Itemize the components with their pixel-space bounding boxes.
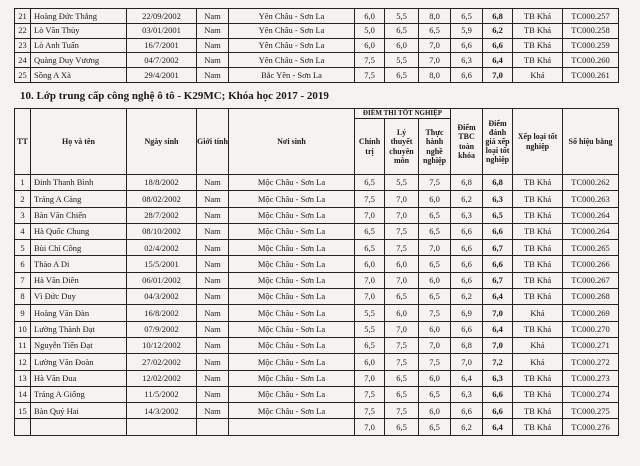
cell-name: Lường Văn Đoàn xyxy=(31,354,127,370)
cell-s3: 7,5 xyxy=(419,175,451,191)
cell-stt: 4 xyxy=(15,223,31,239)
header-gender: Giới tính xyxy=(197,109,229,175)
cell-rank: TB Khá xyxy=(513,175,563,191)
cell-stt: 15 xyxy=(15,403,31,419)
cell-cert: TC000.270 xyxy=(563,321,619,337)
cell-tbc: 6,6 xyxy=(451,240,483,256)
cell-s3: 6,5 xyxy=(419,207,451,223)
cell-rank: TB Khá xyxy=(513,9,563,24)
cell-dob: 16/7/2001 xyxy=(127,38,197,53)
cell-s2: 7,5 xyxy=(385,403,419,419)
cell-gender: Nam xyxy=(197,223,229,239)
header-dob: Ngày sinh xyxy=(127,109,197,175)
cell-name: Lò Văn Thủy xyxy=(31,23,127,38)
cell-stt: 25 xyxy=(15,68,31,83)
cell-s2: 7,5 xyxy=(385,240,419,256)
cell-name: Nguyễn Tiến Đạt xyxy=(31,337,127,353)
graduation-results-table xyxy=(14,108,619,436)
cell-gender: Nam xyxy=(197,272,229,288)
cell-s3: 6,0 xyxy=(419,321,451,337)
cell-s2: 5,5 xyxy=(385,175,419,191)
cell-cert: TC000.276 xyxy=(563,419,619,435)
cell-dob: 14/3/2002 xyxy=(127,403,197,419)
cell-dob: 27/02/2002 xyxy=(127,354,197,370)
header-rank: Xếp loại tốt nghiệp xyxy=(513,109,563,175)
cell-cert: TC000.269 xyxy=(563,305,619,321)
cell-gender: Nam xyxy=(197,68,229,83)
header-practice: Thực hành nghề nghiệp xyxy=(419,119,451,175)
header-theory: Lý thuyết chuyên môn xyxy=(385,119,419,175)
cell-s2: 7,0 xyxy=(385,321,419,337)
cell-gender: Nam xyxy=(197,191,229,207)
table-row xyxy=(15,256,619,272)
cell-s1: 7,5 xyxy=(355,386,385,402)
cell-gpa: 6,4 xyxy=(483,53,513,68)
cell-stt: 8 xyxy=(15,289,31,305)
cell-s2: 7,5 xyxy=(385,223,419,239)
header-cert: Số hiệu bằng xyxy=(563,109,619,175)
cell-birthplace: Mộc Châu - Sơn La xyxy=(229,223,355,239)
cell-s2: 7,5 xyxy=(385,337,419,353)
cell-dob xyxy=(127,419,197,435)
cell-s1: 6,5 xyxy=(355,223,385,239)
cell-birthplace: Mộc Châu - Sơn La xyxy=(229,256,355,272)
cell-tbc: 6,6 xyxy=(451,256,483,272)
cell-gender: Nam xyxy=(197,289,229,305)
cell-name: Sồng A Xà xyxy=(31,68,127,83)
cell-s3: 8,0 xyxy=(419,68,451,83)
table-row xyxy=(15,68,619,83)
cell-gpa: 6,2 xyxy=(483,23,513,38)
table-row xyxy=(15,240,619,256)
cell-s1: 7,0 xyxy=(355,419,385,435)
cell-birthplace: Mộc Châu - Sơn La xyxy=(229,386,355,402)
cell-tbc: 6,8 xyxy=(451,337,483,353)
cell-rank: TB Khá xyxy=(513,191,563,207)
cell-gpa: 6,4 xyxy=(483,419,513,435)
cell-s2: 7,0 xyxy=(385,207,419,223)
cell-name: Bàn Quý Hai xyxy=(31,403,127,419)
cell-rank: TB Khá xyxy=(513,321,563,337)
cell-dob: 10/12/2002 xyxy=(127,337,197,353)
cell-s2: 5,5 xyxy=(385,9,419,24)
cell-s3: 7,0 xyxy=(419,337,451,353)
cell-name: Lường Thành Đạt xyxy=(31,321,127,337)
cell-birthplace: Yên Châu - Sơn La xyxy=(229,23,355,38)
cell-s3: 6,5 xyxy=(419,23,451,38)
cell-name xyxy=(31,419,127,435)
cell-gpa: 7,0 xyxy=(483,305,513,321)
cell-birthplace: Mộc Châu - Sơn La xyxy=(229,370,355,386)
cell-cert: TC000.260 xyxy=(563,53,619,68)
cell-name: Thào A Di xyxy=(31,256,127,272)
cell-cert: TC000.259 xyxy=(563,38,619,53)
cell-name: Hoàng Văn Đàn xyxy=(31,305,127,321)
cell-dob: 03/01/2001 xyxy=(127,23,197,38)
cell-stt: 7 xyxy=(15,272,31,288)
cell-stt: 21 xyxy=(15,9,31,24)
cell-s2: 6,5 xyxy=(385,23,419,38)
cell-tbc: 6,6 xyxy=(451,272,483,288)
cell-s1: 6,0 xyxy=(355,9,385,24)
cell-cert: TC000.258 xyxy=(563,23,619,38)
cell-s2: 6,5 xyxy=(385,386,419,402)
cell-birthplace: Yên Châu - Sơn La xyxy=(229,38,355,53)
cell-gpa: 7,2 xyxy=(483,354,513,370)
cell-gpa: 7,0 xyxy=(483,68,513,83)
cell-stt: 22 xyxy=(15,23,31,38)
cell-s3: 6,0 xyxy=(419,272,451,288)
table-row xyxy=(15,272,619,288)
cell-rank: TB Khá xyxy=(513,403,563,419)
cell-gpa: 6,5 xyxy=(483,207,513,223)
cell-gender: Nam xyxy=(197,403,229,419)
cell-s1: 7,5 xyxy=(355,68,385,83)
cell-name: Hà Quốc Chung xyxy=(31,223,127,239)
cell-birthplace: Mộc Châu - Sơn La xyxy=(229,207,355,223)
cell-rank: TB Khá xyxy=(513,272,563,288)
cell-s1: 7,5 xyxy=(355,403,385,419)
cell-birthplace: Mộc Châu - Sơn La xyxy=(229,240,355,256)
table-row xyxy=(15,9,619,24)
cell-name: Tráng A Càng xyxy=(31,191,127,207)
cell-rank: Khá xyxy=(513,305,563,321)
cell-tbc: 6,8 xyxy=(451,175,483,191)
cell-gpa: 6,6 xyxy=(483,223,513,239)
cell-rank: TB Khá xyxy=(513,370,563,386)
cell-tbc: 6,6 xyxy=(451,321,483,337)
cell-s1: 5,5 xyxy=(355,305,385,321)
cell-s3: 6,5 xyxy=(419,256,451,272)
cell-birthplace: Mộc Châu - Sơn La xyxy=(229,321,355,337)
cell-cert: TC000.257 xyxy=(563,9,619,24)
previous-class-table xyxy=(14,8,619,83)
cell-name: Hà Văn Diên xyxy=(31,272,127,288)
cell-s1: 6,0 xyxy=(355,256,385,272)
cell-cert: TC000.261 xyxy=(563,68,619,83)
cell-gender: Nam xyxy=(197,354,229,370)
cell-s3: 6,5 xyxy=(419,419,451,435)
cell-cert: TC000.262 xyxy=(563,175,619,191)
cell-s3: 6,0 xyxy=(419,370,451,386)
cell-s3: 6,0 xyxy=(419,191,451,207)
table-row xyxy=(15,386,619,402)
cell-s3: 6,0 xyxy=(419,403,451,419)
cell-cert: TC000.267 xyxy=(563,272,619,288)
cell-birthplace: Mộc Châu - Sơn La xyxy=(229,337,355,353)
cell-gpa: 6,6 xyxy=(483,38,513,53)
table-row xyxy=(15,175,619,191)
cell-rank: TB Khá xyxy=(513,386,563,402)
cell-name: Quàng Duy Vương xyxy=(31,53,127,68)
cell-s1: 7,0 xyxy=(355,289,385,305)
cell-s2: 7,0 xyxy=(385,191,419,207)
cell-tbc: 6,6 xyxy=(451,38,483,53)
cell-gender: Nam xyxy=(197,256,229,272)
cell-dob: 04/3/2002 xyxy=(127,289,197,305)
cell-stt: 1 xyxy=(15,175,31,191)
cell-stt: 6 xyxy=(15,256,31,272)
cell-cert: TC000.274 xyxy=(563,386,619,402)
cell-birthplace: Yên Châu - Sơn La xyxy=(229,9,355,24)
cell-s2: 6,5 xyxy=(385,289,419,305)
cell-s3: 8,0 xyxy=(419,9,451,24)
cell-gpa: 6,7 xyxy=(483,240,513,256)
table-row xyxy=(15,53,619,68)
cell-cert: TC000.273 xyxy=(563,370,619,386)
cell-tbc: 6,2 xyxy=(451,191,483,207)
cell-gender: Nam xyxy=(197,370,229,386)
cell-gender: Nam xyxy=(197,38,229,53)
cell-gender: Nam xyxy=(197,386,229,402)
cell-s3: 6,5 xyxy=(419,386,451,402)
cell-rank: Khá xyxy=(513,337,563,353)
cell-dob: 15/5/2001 xyxy=(127,256,197,272)
cell-tbc: 6,6 xyxy=(451,223,483,239)
cell-birthplace: Mộc Châu - Sơn La xyxy=(229,175,355,191)
cell-name: Bàn Văn Chiến xyxy=(31,207,127,223)
cell-rank: TB Khá xyxy=(513,38,563,53)
cell-rank: TB Khá xyxy=(513,207,563,223)
header-name: Họ và tên xyxy=(31,109,127,175)
cell-s3: 7,0 xyxy=(419,240,451,256)
cell-stt: 23 xyxy=(15,38,31,53)
cell-gpa: 6,8 xyxy=(483,175,513,191)
table-row xyxy=(15,419,619,435)
cell-tbc: 6,3 xyxy=(451,53,483,68)
header-birthplace: Nơi sinh xyxy=(229,109,355,175)
section-title: 10. Lớp trung cấp công nghệ ô tô - K29MC; Khóa học 2017 - 2019 xyxy=(20,90,329,102)
cell-s1: 7,5 xyxy=(355,191,385,207)
cell-s2: 7,5 xyxy=(385,354,419,370)
cell-tbc: 5,9 xyxy=(451,23,483,38)
cell-birthplace: Mộc Châu - Sơn La xyxy=(229,305,355,321)
cell-stt: 10 xyxy=(15,321,31,337)
cell-gpa: 6,3 xyxy=(483,370,513,386)
table-row xyxy=(15,403,619,419)
cell-cert: TC000.265 xyxy=(563,240,619,256)
cell-tbc: 6,2 xyxy=(451,289,483,305)
cell-stt: 13 xyxy=(15,370,31,386)
cell-stt: 2 xyxy=(15,191,31,207)
cell-rank: TB Khá xyxy=(513,23,563,38)
cell-tbc: 6,6 xyxy=(451,68,483,83)
cell-cert: TC000.264 xyxy=(563,223,619,239)
cell-cert: TC000.263 xyxy=(563,191,619,207)
cell-name: Tráng A Giống xyxy=(31,386,127,402)
cell-gender: Nam xyxy=(197,305,229,321)
cell-rank: TB Khá xyxy=(513,256,563,272)
cell-name: Hà Văn Đua xyxy=(31,370,127,386)
cell-dob: 12/02/2002 xyxy=(127,370,197,386)
cell-tbc: 6,2 xyxy=(451,419,483,435)
cell-gpa: 6,6 xyxy=(483,256,513,272)
table-row xyxy=(15,305,619,321)
cell-s2: 6,5 xyxy=(385,419,419,435)
cell-gpa: 6,3 xyxy=(483,191,513,207)
cell-s1: 5,5 xyxy=(355,321,385,337)
cell-s1: 6,0 xyxy=(355,354,385,370)
cell-tbc: 7,0 xyxy=(451,354,483,370)
cell-cert: TC000.268 xyxy=(563,289,619,305)
cell-dob: 18/8/2002 xyxy=(127,175,197,191)
table-row xyxy=(15,223,619,239)
table-row xyxy=(15,354,619,370)
cell-dob: 08/10/2002 xyxy=(127,223,197,239)
cell-birthplace: Mộc Châu - Sơn La xyxy=(229,289,355,305)
cell-dob: 16/8/2002 xyxy=(127,305,197,321)
cell-tbc: 6,3 xyxy=(451,207,483,223)
cell-gpa: 6,6 xyxy=(483,386,513,402)
cell-s2: 6,0 xyxy=(385,256,419,272)
table-row xyxy=(15,191,619,207)
cell-gpa: 6,6 xyxy=(483,403,513,419)
cell-stt: 12 xyxy=(15,354,31,370)
header-tbc: Điểm TBC toàn khóa xyxy=(451,109,483,175)
cell-birthplace: Bắc Yên - Sơn La xyxy=(229,68,355,83)
cell-birthplace: Mộc Châu - Sơn La xyxy=(229,354,355,370)
cell-s1: 6,5 xyxy=(355,175,385,191)
cell-s3: 7,5 xyxy=(419,354,451,370)
cell-cert: TC000.266 xyxy=(563,256,619,272)
header-exam-group: ĐIỂM THI TỐT NGHIỆP xyxy=(355,109,451,119)
cell-dob: 22/09/2002 xyxy=(127,9,197,24)
cell-s2: 6,0 xyxy=(385,305,419,321)
cell-rank: TB Khá xyxy=(513,223,563,239)
cell-stt: 3 xyxy=(15,207,31,223)
cell-dob: 11/5/2002 xyxy=(127,386,197,402)
cell-s3: 7,5 xyxy=(419,305,451,321)
cell-s3: 6,5 xyxy=(419,223,451,239)
cell-name: Bùi Chí Công xyxy=(31,240,127,256)
cell-s3: 7,0 xyxy=(419,38,451,53)
cell-gpa: 6,4 xyxy=(483,321,513,337)
cell-dob: 02/4/2002 xyxy=(127,240,197,256)
cell-s2: 5,5 xyxy=(385,53,419,68)
cell-s2: 6,5 xyxy=(385,68,419,83)
cell-cert: TC000.275 xyxy=(563,403,619,419)
cell-gender: Nam xyxy=(197,337,229,353)
cell-gender: Nam xyxy=(197,321,229,337)
cell-s1: 7,0 xyxy=(355,272,385,288)
cell-rank: TB Khá xyxy=(513,289,563,305)
header-stt: TT xyxy=(15,109,31,175)
cell-s2: 6,5 xyxy=(385,370,419,386)
cell-tbc: 6,6 xyxy=(451,403,483,419)
cell-s1: 5,0 xyxy=(355,23,385,38)
cell-stt: 5 xyxy=(15,240,31,256)
cell-gender: Nam xyxy=(197,53,229,68)
cell-gender: Nam xyxy=(197,175,229,191)
table-row xyxy=(15,289,619,305)
cell-stt: 11 xyxy=(15,337,31,353)
cell-stt: 24 xyxy=(15,53,31,68)
cell-tbc: 6,9 xyxy=(451,305,483,321)
table-row xyxy=(15,321,619,337)
cell-stt xyxy=(15,419,31,435)
table-row xyxy=(15,23,619,38)
cell-cert: TC000.264 xyxy=(563,207,619,223)
cell-s3: 7,0 xyxy=(419,53,451,68)
cell-dob: 07/9/2002 xyxy=(127,321,197,337)
cell-s1: 6,0 xyxy=(355,38,385,53)
cell-rank: TB Khá xyxy=(513,53,563,68)
cell-birthplace: Mộc Châu - Sơn La xyxy=(229,191,355,207)
cell-rank: Khá xyxy=(513,354,563,370)
cell-tbc: 6,5 xyxy=(451,9,483,24)
cell-name: Đinh Thanh Bình xyxy=(31,175,127,191)
cell-s2: 6,0 xyxy=(385,38,419,53)
cell-s1: 6,5 xyxy=(355,337,385,353)
cell-dob: 29/4/2001 xyxy=(127,68,197,83)
cell-gender: Nam xyxy=(197,240,229,256)
header-politics: Chính trị xyxy=(355,119,385,175)
cell-cert: TC000.272 xyxy=(563,354,619,370)
cell-s1: 6,5 xyxy=(355,240,385,256)
table-row xyxy=(15,337,619,353)
cell-dob: 08/02/2002 xyxy=(127,191,197,207)
cell-cert: TC000.271 xyxy=(563,337,619,353)
cell-gender: Nam xyxy=(197,207,229,223)
cell-gender: Nam xyxy=(197,9,229,24)
cell-s2: 7,0 xyxy=(385,272,419,288)
cell-s1: 7,0 xyxy=(355,370,385,386)
graduation-results-body xyxy=(15,175,619,436)
cell-dob: 28/7/2002 xyxy=(127,207,197,223)
table-row xyxy=(15,370,619,386)
cell-name: Hoàng Đức Thắng xyxy=(31,9,127,24)
cell-dob: 04/7/2002 xyxy=(127,53,197,68)
cell-gender: Nam xyxy=(197,23,229,38)
table-row xyxy=(15,207,619,223)
cell-birthplace xyxy=(229,419,355,435)
cell-s3: 6,5 xyxy=(419,289,451,305)
cell-s1: 7,0 xyxy=(355,207,385,223)
cell-birthplace: Yên Châu - Sơn La xyxy=(229,53,355,68)
cell-name: Lò Anh Tuấn xyxy=(31,38,127,53)
cell-gpa: 6,8 xyxy=(483,9,513,24)
cell-birthplace: Mộc Châu - Sơn La xyxy=(229,403,355,419)
table-row xyxy=(15,38,619,53)
cell-gender xyxy=(197,419,229,435)
previous-class-table-body xyxy=(15,9,619,83)
table-header xyxy=(15,109,619,175)
cell-rank: TB Khá xyxy=(513,419,563,435)
cell-gpa: 6,4 xyxy=(483,289,513,305)
header-gpa: Điểm đánh giá xếp loại tốt nghiệp xyxy=(483,109,513,175)
cell-gpa: 7,0 xyxy=(483,337,513,353)
cell-birthplace: Mộc Châu - Sơn La xyxy=(229,272,355,288)
cell-rank: Khá xyxy=(513,68,563,83)
cell-stt: 14 xyxy=(15,386,31,402)
cell-rank: TB Khá xyxy=(513,240,563,256)
cell-stt: 9 xyxy=(15,305,31,321)
cell-dob: 06/01/2002 xyxy=(127,272,197,288)
cell-tbc: 6,3 xyxy=(451,386,483,402)
cell-tbc: 6,4 xyxy=(451,370,483,386)
cell-name: Vì Đức Duy xyxy=(31,289,127,305)
cell-gpa: 6,7 xyxy=(483,272,513,288)
cell-s1: 7,5 xyxy=(355,53,385,68)
